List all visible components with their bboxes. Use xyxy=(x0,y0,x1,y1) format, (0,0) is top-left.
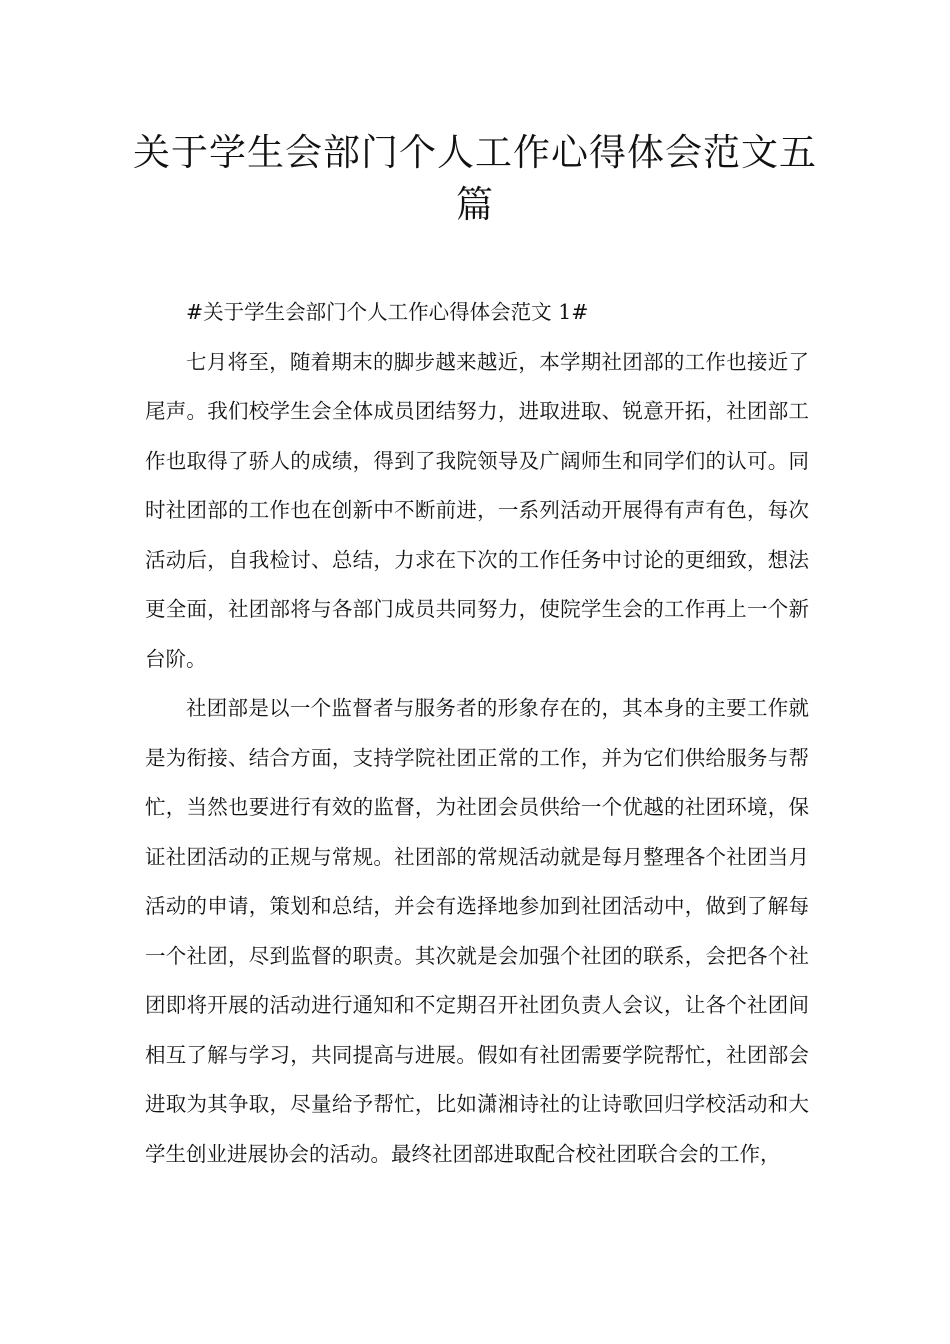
document-title: 关于学生会部门个人工作心得体会范文五篇 xyxy=(133,131,817,226)
paragraph-2: 社团部是以一个监督者与服务者的形象存在的，其本身的主要工作就是为衔接、结合方面，支持学院社团正常的工作，并为它们供给服务与帮忙，当然也要进行有效的监督，为社团会员供给一个优越的社团环境，保证社团活动的正规与常规。社团部的常规活动就是每月整理各个社团当月活动的申请，策划和总结，并会有选择地参加到社团活动中，做到了解每一个社团，尽到监督的职责。其次就是会加强个社团的联系，会把各个社团即将开展的活动进行通知和不定期召开社团负责人会议，让各个社团间相互了解与学习，共同提高与进展。假如有社团需要学院帮忙，社团部会进取为其争取，尽量给予帮忙，比如潇湘诗社的让诗歌回归学校活动和大学生创业进展协会的活动。最终社团部进取配合校社团联合会的工作， xyxy=(145,696,809,1166)
paragraph-1: 七月将至，随着期末的脚步越来越近，本学期社团部的工作也接近了尾声。我们校学生会全体成员团结努力，进取进取、锐意开拓，社团部工作也取得了骄人的成绩，得到了我院领导及广阔师生和同学们的认可。同时社团部的工作也在创新中不断前进，一系列活动开展得有声有色，每次活动后，自我检讨、总结，力求在下次的工作任务中讨论的更细致，想法更全面，社团部将与各部门成员共同努力，使院学生会的工作再上一个新台阶。 xyxy=(145,349,809,671)
section-heading: #关于学生会部门个人工作心得体会范文 1# xyxy=(186,300,589,324)
document-body xyxy=(145,288,809,1179)
